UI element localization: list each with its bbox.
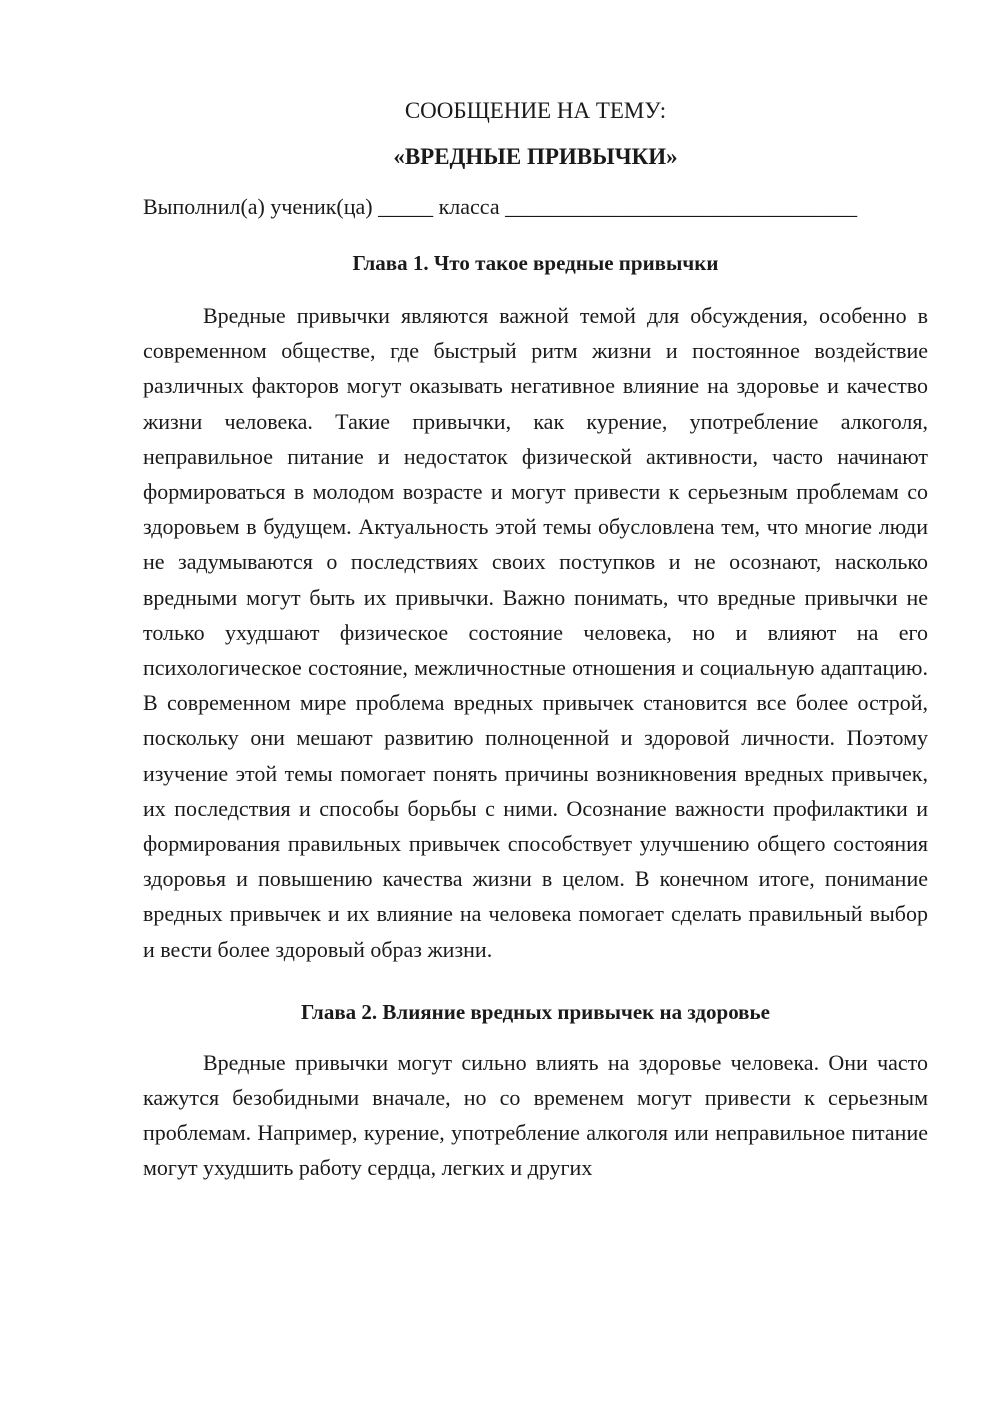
- chapter-1-paragraph: Вредные привычки являются важной темой для обсуждения, особенно в современном обществе, где быстрый ритм жизни и постоянное воздействие различных факторов могут оказывать негативное влияние на здоровье и качество жизни человека. Такие привычки, как курение, употребление алкоголя, неправильное питание и недостаток физической активности, часто начинают формироваться в молодом возрасте и могут привести к серьезным проблемам со здоровьем в будущем. Актуальность этой темы обусловлена тем, что многие люди не задумываются о последствиях своих поступков и не осознают, насколько вредными могут быть их привычки. Важно понимать, что вредные привычки не только ухудшают физическое состояние человека, но и влияют на его психологическое состояние, межличностные отношения и социальную адаптацию. В современном мире проблема вредных привычек становится все более острой, поскольку они мешают развитию полноценной и здоровой личности. Поэтому изучение этой темы помогает понять причины возникновения вредных привычек, их последствия и способы борьбы с ними. Осознание важности профилактики и формирования правильных привычек способствует улучшению общего состояния здоровья и повышению качества жизни в целом. В конечном итоге, понимание вредных привычек и их влияние на человека помогает сделать правильный выбор и вести более здоровый образ жизни.: [143, 303, 928, 962]
- document-title-line-2: «ВРЕДНЫЕ ПРИВЫЧКИ»: [393, 144, 678, 169]
- document-title-line-1: СООБЩЕНИЕ НА ТЕМУ:: [404, 98, 667, 123]
- author-line: Выполнил(а) ученик(ца) _____ класса ________________________________: [143, 194, 858, 219]
- chapter-2-paragraph: Вредные привычки могут сильно влиять на здоровье человека. Они часто кажутся безобидными вначале, но со временем могут привести к серьезным проблемам. Например, курение, употребление алкоголя или неправильное питание могут ухудшить работу сердца, легких и других: [143, 1049, 928, 1181]
- chapter-1-heading: Глава 1. Что такое вредные привычки: [352, 251, 719, 275]
- document-page: [143, 96, 928, 1186]
- chapter-2-heading: Глава 2. Влияние вредных привычек на здоровье: [301, 999, 770, 1024]
